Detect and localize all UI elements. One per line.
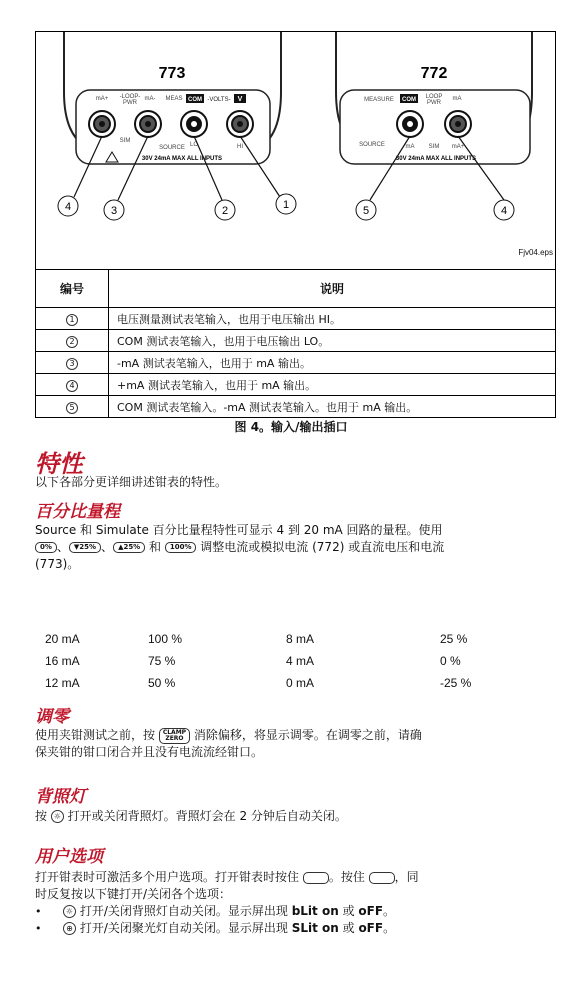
svg-text:HI: HI bbox=[237, 144, 243, 150]
figure-frame bbox=[35, 31, 556, 269]
table-row bbox=[36, 308, 556, 330]
jack-ma-plus-772 bbox=[445, 111, 471, 137]
row-description: 电压测量测试表笔输入，也用于电压输出 HI。 bbox=[109, 308, 556, 330]
table-header-row bbox=[36, 270, 556, 308]
meter-772 bbox=[336, 32, 532, 164]
section-title-percent: 百分比量程 bbox=[35, 502, 120, 522]
figure-caption: 图 4。输入/输出插口 bbox=[234, 420, 348, 434]
section-title-user-options: 用户选项 bbox=[35, 847, 103, 867]
svg-text:V: V bbox=[237, 96, 243, 103]
jack-ma-minus bbox=[135, 111, 161, 137]
jack-com-772 bbox=[397, 111, 423, 137]
svg-text:SIM: SIM bbox=[119, 138, 131, 144]
blank-key-icon bbox=[303, 872, 329, 884]
svg-text:MEAS: MEAS bbox=[165, 96, 183, 102]
row-description: COM 测试表笔输入。-mA 测试表笔输入。也用于 mA 输出。 bbox=[109, 396, 556, 418]
table-row bbox=[36, 374, 556, 396]
svg-text:30V 24mA MAX ALL INPUTS: 30V 24mA MAX ALL INPUTS bbox=[141, 156, 223, 162]
svg-text:mA: mA bbox=[452, 96, 462, 102]
header-description: 说明 bbox=[109, 270, 556, 308]
svg-text:30V 24mA MAX ALL INPUTS: 30V 24mA MAX ALL INPUTS bbox=[395, 156, 477, 162]
section-title-zero: 调零 bbox=[35, 707, 69, 727]
callout-5 bbox=[356, 200, 376, 220]
svg-text:1: 1 bbox=[282, 199, 290, 211]
svg-text:-LOOP-: -LOOP- bbox=[119, 94, 141, 100]
svg-text:SOURCE: SOURCE bbox=[359, 142, 385, 148]
table-row: 16 mA 75 % 4 mA 0 % bbox=[45, 654, 461, 668]
svg-text:mA+: mA+ bbox=[451, 144, 465, 150]
list-item: • ⊕ 打开/关闭聚光灯自动关闭。显示屏出现 SLit on 或 oFF。 bbox=[35, 921, 396, 935]
backlight-sun-icon: ☼ bbox=[51, 810, 64, 823]
model-773-label: 773 bbox=[158, 65, 186, 82]
table-row bbox=[36, 352, 556, 374]
svg-text:mA: mA bbox=[405, 144, 415, 150]
backlight-paragraph: 按 ☼ 打开或关闭背照灯。背照灯会在 2 分钟后自动关闭。 bbox=[35, 809, 347, 823]
svg-text:SOURCE: SOURCE bbox=[159, 145, 185, 151]
svg-text:COM: COM bbox=[402, 97, 416, 103]
percent-line-2: 0% 、 ▼25% 、 ▲25% 和 100% 调整电流或模拟电流 (772) 或直流电压和电流 bbox=[35, 539, 557, 556]
row-number-badge: 5 bbox=[66, 402, 78, 414]
user-options-paragraph: 打开钳表时可激活多个用户选项。打开钳表时按住 。按住 ，同 时反复按以下键打开/关闭各个选项： bbox=[35, 870, 419, 901]
svg-text:LOOP: LOOP bbox=[425, 94, 443, 100]
callout-4-left bbox=[58, 196, 78, 216]
input-jacks-illustration bbox=[36, 32, 557, 270]
section-title-backlight: 背照灯 bbox=[35, 787, 86, 807]
percent-line-3: (773)。 bbox=[35, 557, 80, 571]
list-item: • ☼ 打开/关闭背照灯自动关闭。显示屏出现 bLit on 或 oFF。 bbox=[35, 904, 396, 918]
row-number-badge: 4 bbox=[66, 380, 78, 392]
svg-text:-VOLTS-: -VOLTS- bbox=[207, 97, 231, 103]
section-title-features: 特性 bbox=[35, 449, 83, 478]
row-number-badge: 1 bbox=[66, 314, 78, 326]
table-row: 12 mA 50 % 0 mA -25 % bbox=[45, 676, 472, 690]
clamp-zero-key: CLAMP ZERO bbox=[159, 728, 190, 744]
callout-1 bbox=[276, 194, 296, 214]
percent-range-table bbox=[45, 628, 471, 694]
figure-file-ref: Fjv04.eps bbox=[518, 248, 553, 257]
row-number-badge: 3 bbox=[66, 358, 78, 370]
svg-text:3: 3 bbox=[110, 205, 118, 217]
svg-text:PWR: PWR bbox=[427, 100, 441, 106]
features-intro: 以下各部分更详细讲述钳表的特性。 bbox=[35, 475, 228, 489]
key-100-percent: 100% bbox=[165, 542, 197, 553]
table-row bbox=[36, 330, 556, 352]
svg-text:PWR: PWR bbox=[123, 100, 137, 106]
row-description: +mA 测试表笔输入，也用于 mA 输出。 bbox=[109, 374, 556, 396]
svg-text:4: 4 bbox=[500, 205, 508, 217]
svg-text:COM: COM bbox=[188, 97, 202, 103]
percent-paragraph bbox=[35, 522, 557, 573]
svg-text:MEASURE: MEASURE bbox=[364, 97, 394, 103]
table-row: 20 mA 100 % 8 mA 25 % bbox=[45, 632, 468, 646]
percent-line-1: Source 和 Simulate 百分比量程特性可显示 4 到 20 mA 回路的量程。使用 bbox=[35, 523, 443, 537]
callout-3 bbox=[104, 200, 124, 220]
svg-text:5: 5 bbox=[362, 205, 370, 217]
callout-4-right bbox=[494, 200, 514, 220]
callout-2 bbox=[215, 200, 235, 220]
row-description: -mA 测试表笔输入，也用于 mA 输出。 bbox=[109, 352, 556, 374]
table-row bbox=[36, 396, 556, 418]
jack-com bbox=[181, 111, 207, 137]
svg-text:2: 2 bbox=[221, 205, 229, 217]
key-down-25: ▼25% bbox=[69, 542, 101, 553]
blank-key-icon bbox=[369, 872, 395, 884]
meter-773 bbox=[64, 32, 281, 164]
svg-text:SIM: SIM bbox=[428, 144, 440, 150]
flashlight-icon: ⊕ bbox=[63, 922, 76, 935]
row-number-badge: 2 bbox=[66, 336, 78, 348]
key-up-25: ▲25% bbox=[113, 542, 145, 553]
key-0-percent: 0% bbox=[35, 542, 57, 553]
backlight-sun-icon: ☼ bbox=[63, 905, 76, 918]
zero-paragraph: 使用夹钳测试之前，按 CLAMP ZERO 消除偏移，将显示调零。在调零之前，请确 保夹钳的钳口闭合并且没有电流流经钳口。 bbox=[35, 728, 422, 759]
svg-text:mA+: mA+ bbox=[95, 96, 109, 102]
header-number: 编号 bbox=[36, 270, 109, 308]
svg-text:mA-: mA- bbox=[144, 96, 156, 102]
jack-v-hi bbox=[227, 111, 253, 137]
jack-legend-table bbox=[35, 269, 556, 418]
svg-text:4: 4 bbox=[64, 201, 72, 213]
svg-text:LO: LO bbox=[189, 142, 199, 148]
jack-ma-plus bbox=[89, 111, 115, 137]
model-772-label: 772 bbox=[420, 65, 448, 82]
callout-circles bbox=[58, 194, 514, 220]
row-description: COM 测试表笔输入，也用于电压输出 LO。 bbox=[109, 330, 556, 352]
